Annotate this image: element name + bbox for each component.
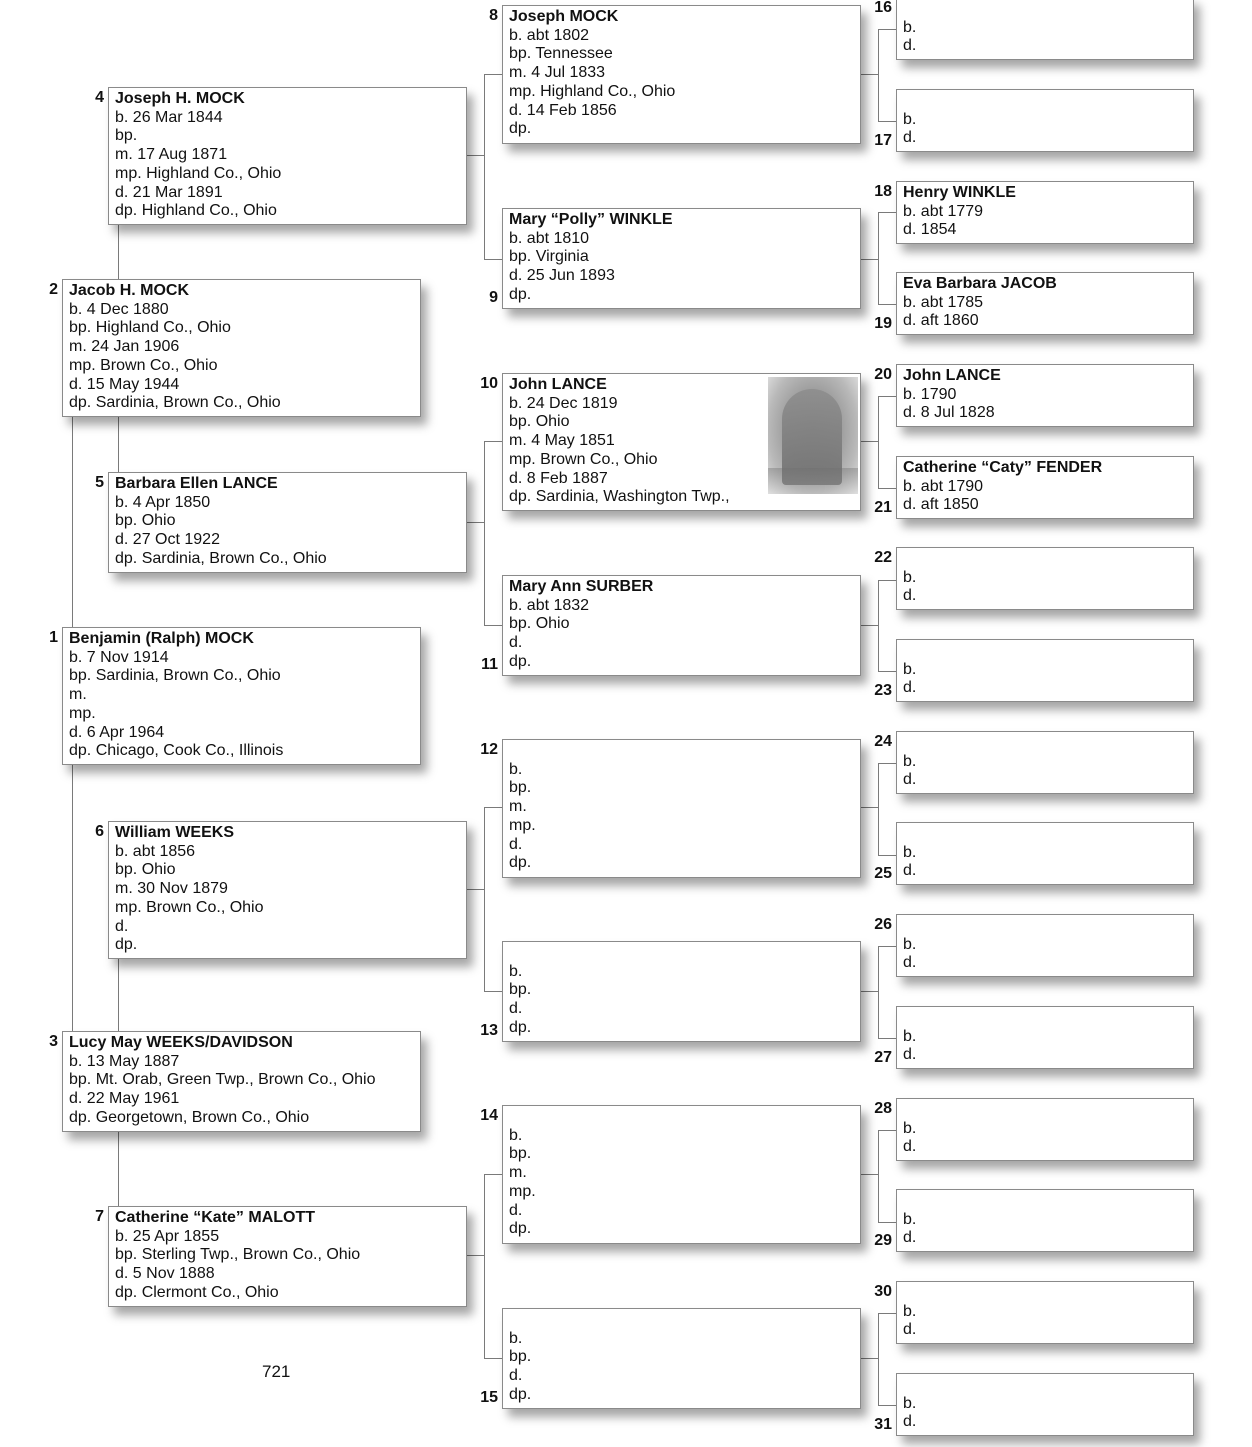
ancestor-number: 15: [480, 1389, 498, 1406]
person-detail-line: b. 1790: [903, 385, 957, 403]
connector-line: [861, 991, 878, 992]
connector-line: [878, 1313, 879, 1405]
ancestor-number: 23: [874, 682, 892, 699]
person-detail-line: d.: [903, 771, 917, 789]
page-number: 721: [262, 1362, 291, 1381]
person-detail-line: b.: [903, 843, 917, 861]
person-detail-line: mp. Highland Co., Ohio: [509, 82, 676, 100]
ancestor-number: 6: [95, 823, 104, 840]
person-detail-line: m. 4 Jul 1833: [509, 64, 606, 82]
person-name: Lucy May WEEKS/DAVIDSON: [69, 1034, 293, 1051]
person-detail-line: b.: [509, 962, 523, 980]
person-detail-line: m. 17 Aug 1871: [115, 146, 228, 164]
person-detail-line: d.: [509, 1000, 523, 1018]
ancestor-number: 22: [874, 549, 892, 566]
ancestor-number: 24: [874, 733, 892, 750]
person-detail-line: b.: [509, 1329, 523, 1347]
person-name: Joseph H. MOCK: [115, 90, 245, 107]
connector-line: [878, 1222, 896, 1223]
ancestor-number: 14: [480, 1107, 498, 1124]
person-detail-line: dp.: [509, 120, 532, 138]
person-name: [903, 917, 1187, 936]
connector-line: [878, 1130, 879, 1222]
person-box-7[interactable]: [108, 1206, 467, 1307]
connector-line: [878, 212, 879, 304]
ancestor-number: 7: [95, 1208, 104, 1225]
person-detail-line: d. 27 Oct 1922: [115, 531, 220, 549]
connector-line: [878, 212, 896, 213]
person-name: [509, 1311, 854, 1330]
person-box-3[interactable]: [62, 1031, 421, 1132]
person-detail-line: dp.: [115, 936, 138, 954]
person-detail-line: m.: [509, 1164, 527, 1182]
person-box-2[interactable]: [62, 279, 421, 417]
person-detail-line: b.: [509, 1126, 523, 1144]
connector-line: [878, 763, 879, 855]
person-name: [903, 1376, 1187, 1395]
connector-line: [861, 1358, 878, 1359]
person-detail-line: dp. Sardinia, Brown Co., Ohio: [115, 549, 327, 567]
person-detail-line: b.: [903, 1302, 917, 1320]
person-detail-line: bp.: [509, 779, 532, 797]
person-box-23[interactable]: [896, 639, 1194, 702]
person-detail-line: d. aft 1850: [903, 496, 979, 514]
connector-line: [878, 580, 879, 671]
person-detail-line: dp. Georgetown, Brown Co., Ohio: [69, 1108, 310, 1126]
ancestor-number: 5: [95, 474, 104, 491]
person-detail-line: d.: [903, 129, 917, 147]
person-detail-line: bp.: [509, 981, 532, 999]
person-detail-line: b. abt 1810: [509, 229, 590, 247]
connector-line: [878, 1405, 896, 1406]
ancestor-number: 9: [489, 289, 498, 306]
person-box-19[interactable]: [896, 272, 1194, 335]
ancestor-number: 18: [874, 183, 892, 200]
person-detail-line: b. 13 May 1887: [69, 1052, 180, 1070]
person-name: [903, 825, 1187, 844]
person-box-28[interactable]: [896, 1098, 1194, 1161]
person-detail-line: dp. Sardinia, Brown Co., Ohio: [69, 394, 281, 412]
person-box-29[interactable]: [896, 1189, 1194, 1252]
person-detail-line: dp. Sardinia, Washington Twp.,: [509, 488, 730, 506]
person-box-4[interactable]: [108, 87, 467, 225]
person-name: [903, 1192, 1187, 1211]
connector-line: [484, 1174, 485, 1358]
connector-line: [484, 441, 485, 625]
person-name: [903, 734, 1187, 753]
person-detail-line: b. 26 Mar 1844: [115, 108, 223, 126]
connector-line: [878, 763, 896, 764]
person-name: Henry WINKLE: [903, 184, 1016, 201]
connector-line: [484, 441, 502, 442]
person-name: [903, 1101, 1187, 1120]
connector-line: [484, 991, 502, 992]
person-detail-line: d. 5 Nov 1888: [115, 1265, 215, 1283]
person-detail-line: b. abt 1779: [903, 202, 984, 220]
connector-line: [467, 522, 484, 523]
person-name: Barbara Ellen LANCE: [115, 475, 278, 492]
gravestone-photo[interactable]: [768, 377, 858, 494]
person-detail-line: d.: [903, 37, 917, 55]
person-detail-line: b. 25 Apr 1855: [115, 1227, 220, 1245]
connector-line: [484, 625, 502, 626]
ancestor-number: 27: [874, 1049, 892, 1066]
person-detail-line: m. 4 May 1851: [509, 432, 615, 450]
person-box-27[interactable]: [896, 1006, 1194, 1069]
person-detail-line: d. 22 May 1961: [69, 1090, 180, 1108]
connector-line: [878, 29, 896, 30]
person-detail-line: d. 8 Feb 1887: [509, 469, 608, 487]
connector-line: [861, 259, 878, 260]
person-detail-line: d.: [115, 917, 129, 935]
person-box-11[interactable]: [502, 575, 861, 676]
person-detail-line: b.: [903, 110, 917, 128]
person-detail-line: b. 4 Apr 1850: [115, 493, 211, 511]
connector-line: [878, 855, 896, 856]
person-detail-line: d.: [903, 862, 917, 880]
person-detail-line: b. 4 Dec 1880: [69, 300, 169, 318]
person-detail-line: dp.: [509, 1018, 532, 1036]
person-box-10[interactable]: [502, 373, 861, 511]
person-name: William WEEKS: [115, 824, 234, 841]
person-detail-line: d. 21 Mar 1891: [115, 183, 223, 201]
person-name: [903, 642, 1187, 661]
person-name: [903, 1284, 1187, 1303]
person-detail-line: dp.: [509, 285, 532, 303]
person-box-16[interactable]: [896, 0, 1194, 60]
person-detail-line: b.: [903, 935, 917, 953]
person-detail-line: d.: [903, 1321, 917, 1339]
ancestor-number: 1: [49, 629, 58, 646]
person-detail-line: b.: [903, 660, 917, 678]
person-name: [903, 0, 1187, 19]
connector-line: [878, 488, 896, 489]
person-box-24[interactable]: [896, 731, 1194, 794]
ancestor-number: 28: [874, 1100, 892, 1117]
person-detail-line: d.: [903, 1229, 917, 1247]
ancestor-number: 11: [481, 656, 498, 673]
person-detail-line: b. abt 1832: [509, 596, 590, 614]
ancestor-number: 31: [874, 1416, 892, 1433]
ancestor-number: 4: [95, 89, 104, 106]
person-name: [903, 550, 1187, 569]
person-detail-line: b. abt 1785: [903, 293, 984, 311]
ancestor-number: 2: [49, 281, 58, 298]
person-detail-line: b.: [509, 760, 523, 778]
person-box-13[interactable]: [502, 941, 861, 1042]
grass-shape: [768, 468, 858, 494]
person-detail-line: bp. Ohio: [509, 615, 570, 633]
person-detail-line: d. 1854: [903, 221, 957, 239]
connector-line: [878, 304, 896, 305]
person-box-22[interactable]: [896, 547, 1194, 610]
person-box-8[interactable]: [502, 5, 861, 144]
person-box-1[interactable]: [62, 627, 421, 765]
person-box-25[interactable]: [896, 822, 1194, 885]
person-detail-line: d.: [903, 587, 917, 605]
person-detail-line: d. 25 Jun 1893: [509, 267, 615, 285]
connector-line: [878, 946, 896, 947]
person-detail-line: d. aft 1860: [903, 312, 979, 330]
person-detail-line: mp.: [69, 704, 96, 722]
person-detail-line: dp. Clermont Co., Ohio: [115, 1283, 279, 1301]
ancestor-number: 26: [874, 916, 892, 933]
connector-line: [861, 807, 878, 808]
connector-line: [878, 580, 896, 581]
connector-line: [484, 74, 502, 75]
person-detail-line: dp.: [509, 1220, 532, 1238]
person-name: John LANCE: [903, 367, 1001, 384]
person-detail-line: d. 14 Feb 1856: [509, 101, 617, 119]
person-detail-line: d.: [903, 1413, 917, 1431]
person-name: Mary Ann SURBER: [509, 578, 654, 595]
ancestor-number: 16: [874, 0, 892, 16]
person-detail-line: d.: [509, 835, 523, 853]
connector-line: [484, 807, 502, 808]
person-detail-line: b.: [903, 1119, 917, 1137]
person-name: Benjamin (Ralph) MOCK: [69, 630, 254, 647]
person-box-26[interactable]: [896, 914, 1194, 977]
connector-line: [484, 1174, 502, 1175]
person-detail-line: b.: [903, 1210, 917, 1228]
connector-line: [861, 1174, 878, 1175]
person-detail-line: d. 8 Jul 1828: [903, 404, 995, 422]
connector-line: [878, 1313, 896, 1314]
person-detail-line: bp. Ohio: [115, 512, 176, 530]
person-name: [509, 742, 854, 761]
person-detail-line: d.: [509, 1367, 523, 1385]
person-detail-line: b.: [903, 568, 917, 586]
person-detail-line: d.: [903, 954, 917, 972]
connector-line: [118, 959, 119, 1031]
person-detail-line: b.: [903, 18, 917, 36]
ancestor-number: 10: [480, 375, 498, 392]
connector-line: [467, 155, 484, 156]
person-name: Joseph MOCK: [509, 8, 619, 25]
person-detail-line: d.: [509, 634, 523, 652]
person-detail-line: b.: [903, 1027, 917, 1045]
connector-line: [861, 441, 878, 442]
person-name: [903, 92, 1187, 111]
connector-line: [861, 74, 878, 75]
person-detail-line: mp. Brown Co., Ohio: [69, 356, 218, 374]
person-box-30[interactable]: [896, 1281, 1194, 1344]
ancestor-number: 29: [874, 1232, 892, 1249]
person-name: John LANCE: [509, 376, 607, 393]
connector-line: [484, 807, 485, 991]
connector-line: [878, 29, 879, 121]
person-detail-line: b. 7 Nov 1914: [69, 648, 169, 666]
person-box-15[interactable]: [502, 1308, 861, 1409]
person-name: Jacob H. MOCK: [69, 282, 190, 299]
person-detail-line: d.: [903, 1046, 917, 1064]
person-detail-line: d.: [509, 1201, 523, 1219]
person-name: [509, 1108, 854, 1127]
person-detail-line: bp. Sardinia, Brown Co., Ohio: [69, 667, 281, 685]
ancestor-number: 20: [874, 366, 892, 383]
connector-line: [118, 417, 119, 472]
connector-line: [878, 1130, 896, 1131]
ancestor-number: 30: [874, 1283, 892, 1300]
ancestor-number: 21: [874, 499, 892, 516]
ancestor-number: 8: [489, 7, 498, 24]
person-detail-line: bp.: [115, 127, 138, 145]
ancestor-number: 12: [480, 741, 498, 758]
ancestor-number: 3: [49, 1033, 58, 1050]
person-detail-line: bp. Ohio: [115, 861, 176, 879]
connector-line: [118, 225, 119, 279]
person-detail-line: mp. Brown Co., Ohio: [509, 450, 658, 468]
person-box-18[interactable]: [896, 181, 1194, 244]
person-detail-line: d.: [903, 1138, 917, 1156]
connector-line: [467, 1255, 484, 1256]
person-detail-line: mp. Highland Co., Ohio: [115, 164, 282, 182]
person-detail-line: d. 15 May 1944: [69, 375, 180, 393]
person-name: Catherine “Caty” FENDER: [903, 459, 1103, 476]
person-detail-line: dp. Chicago, Cook Co., Illinois: [69, 742, 284, 760]
person-detail-line: b. abt 1802: [509, 26, 590, 44]
connector-line: [878, 396, 896, 397]
person-detail-line: m. 24 Jan 1906: [69, 338, 180, 356]
person-detail-line: b. abt 1790: [903, 477, 984, 495]
person-detail-line: d.: [903, 679, 917, 697]
person-box-17[interactable]: [896, 89, 1194, 152]
person-detail-line: mp.: [509, 1182, 536, 1200]
person-box-20[interactable]: [896, 364, 1194, 427]
person-detail-line: bp. Mt. Orab, Green Twp., Brown Co., Ohio: [69, 1071, 376, 1089]
connector-line: [878, 121, 896, 122]
person-box-14[interactable]: [502, 1105, 861, 1244]
person-detail-line: dp.: [509, 652, 532, 670]
person-name: [509, 944, 854, 963]
person-detail-line: mp. Brown Co., Ohio: [115, 898, 264, 916]
person-detail-line: b. abt 1856: [115, 842, 196, 860]
person-detail-line: bp. Virginia: [509, 248, 589, 266]
ancestor-number: 19: [874, 315, 892, 332]
person-box-12[interactable]: [502, 739, 861, 878]
person-name: Mary “Polly” WINKLE: [509, 211, 673, 228]
ancestor-number: 13: [480, 1022, 498, 1039]
person-detail-line: bp. Highland Co., Ohio: [69, 319, 231, 337]
person-box-9[interactable]: [502, 208, 861, 309]
person-box-21[interactable]: [896, 456, 1194, 519]
person-detail-line: bp.: [509, 1348, 532, 1366]
person-detail-line: bp. Sterling Twp., Brown Co., Ohio: [115, 1246, 361, 1264]
person-detail-line: dp.: [509, 854, 532, 872]
person-name: [903, 1009, 1187, 1028]
connector-line: [878, 1038, 896, 1039]
connector-line: [467, 889, 484, 890]
person-detail-line: mp.: [509, 816, 536, 834]
connector-line: [861, 625, 878, 626]
connector-line: [878, 946, 879, 1038]
person-detail-line: bp.: [509, 1145, 532, 1163]
person-detail-line: m. 30 Nov 1879: [115, 880, 228, 898]
connector-line: [484, 1358, 502, 1359]
person-detail-line: bp. Tennessee: [509, 45, 613, 63]
person-detail-line: b. 24 Dec 1819: [509, 394, 618, 412]
person-detail-line: d. 6 Apr 1964: [69, 723, 165, 741]
person-name: Eva Barbara JACOB: [903, 275, 1057, 292]
connector-line: [484, 74, 485, 259]
person-name: Catherine “Kate” MALOTT: [115, 1209, 316, 1226]
ancestor-number: 17: [874, 132, 892, 149]
person-detail-line: bp. Ohio: [509, 413, 570, 431]
connector-line: [878, 396, 879, 488]
person-detail-line: b.: [903, 1394, 917, 1412]
ancestor-number: 25: [874, 865, 892, 882]
person-detail-line: m.: [509, 798, 527, 816]
person-detail-line: b.: [903, 752, 917, 770]
person-box-6[interactable]: [108, 821, 467, 959]
person-detail-line: dp. Highland Co., Ohio: [115, 202, 277, 220]
connector-line: [484, 259, 502, 260]
person-box-31[interactable]: [896, 1373, 1194, 1436]
person-box-5[interactable]: [108, 472, 467, 573]
connector-line: [878, 671, 896, 672]
connector-line: [118, 1132, 119, 1206]
person-detail-line: m.: [69, 686, 87, 704]
person-detail-line: dp.: [509, 1385, 532, 1403]
